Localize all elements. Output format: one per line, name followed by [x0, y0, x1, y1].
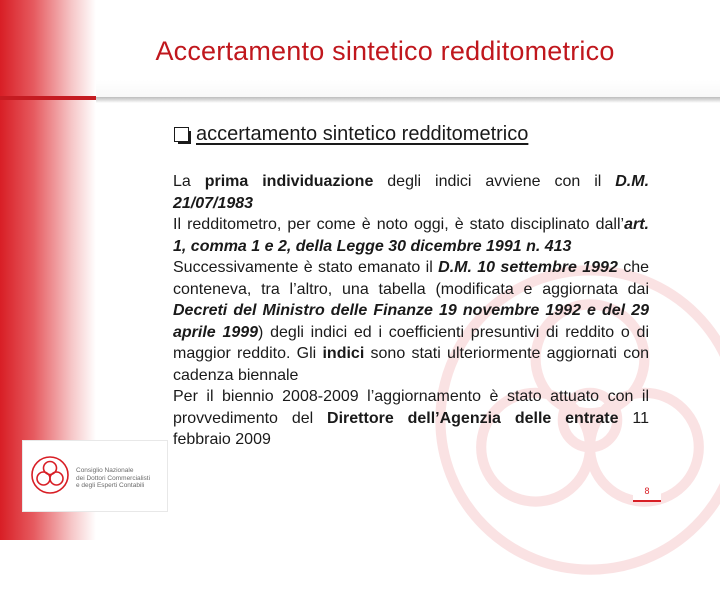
logo-text	[76, 467, 150, 490]
text-run-bold-italic: D.M. 21/07/1983	[173, 173, 650, 212]
logo-line-3: e degli Esperti Contabili	[76, 482, 145, 489]
paragraph-3	[173, 257, 649, 386]
checkbox-bullet-icon	[174, 127, 189, 142]
text-run: ) degli indici ed i coefficienti presuntivi di reddito o di maggior reddito. Gli	[173, 323, 650, 362]
text-run: 11 febbraio 2009	[173, 409, 649, 448]
body-text	[173, 171, 649, 451]
text-run-bold-italic: D.M. 10 settembre 1992	[438, 259, 618, 276]
header-rule-left	[0, 96, 96, 100]
text-run-bold: prima individuazione	[204, 173, 374, 190]
logo-line-2: dei Dottori Commercialisti	[76, 474, 151, 482]
paragraph-4	[173, 386, 649, 451]
cndcec-logo-icon	[30, 455, 70, 495]
text-run: Per il biennio 2008-2009 l’aggiornamento è stato attuato con il provvedimento del	[173, 388, 649, 427]
paragraph-1	[173, 171, 649, 214]
bullet-heading	[174, 123, 528, 146]
text-run: degli indici avviene con il	[373, 173, 616, 190]
page-number: 8	[633, 480, 661, 502]
text-run-bold-italic: art. 1, comma 1 e 2, della Legge 30 dicembre 1991 n. 413	[173, 216, 649, 255]
text-run: che conteneva, tra l’altro, una tabella (modificata e aggiornata dai	[173, 259, 650, 298]
text-run-bold: Direttore dell’Agenzia delle entrate	[327, 409, 619, 427]
text-run-bold: indici	[322, 345, 365, 362]
paragraph-2	[173, 214, 649, 257]
heading-text: accertamento sintetico redditometrico	[196, 123, 529, 145]
text-run: Il redditometro, per come è noto oggi, è stato disciplinato dall’	[173, 216, 625, 233]
text-run-bold-italic: Decreti del Ministro delle Finanze 19 novembre 1992 e del 29 aprile 1999	[173, 302, 649, 341]
text-run: La	[173, 173, 205, 190]
text-run: Successivamente è stato emanato il	[173, 259, 439, 276]
logo-line-1: Consiglio Nazionale	[76, 467, 134, 474]
text-run: sono stati ulteriormente aggiornati con cadenza biennale	[173, 345, 649, 384]
slide-title: Accertamento sintetico redditometrico	[155, 36, 615, 66]
header-rule	[96, 97, 720, 103]
